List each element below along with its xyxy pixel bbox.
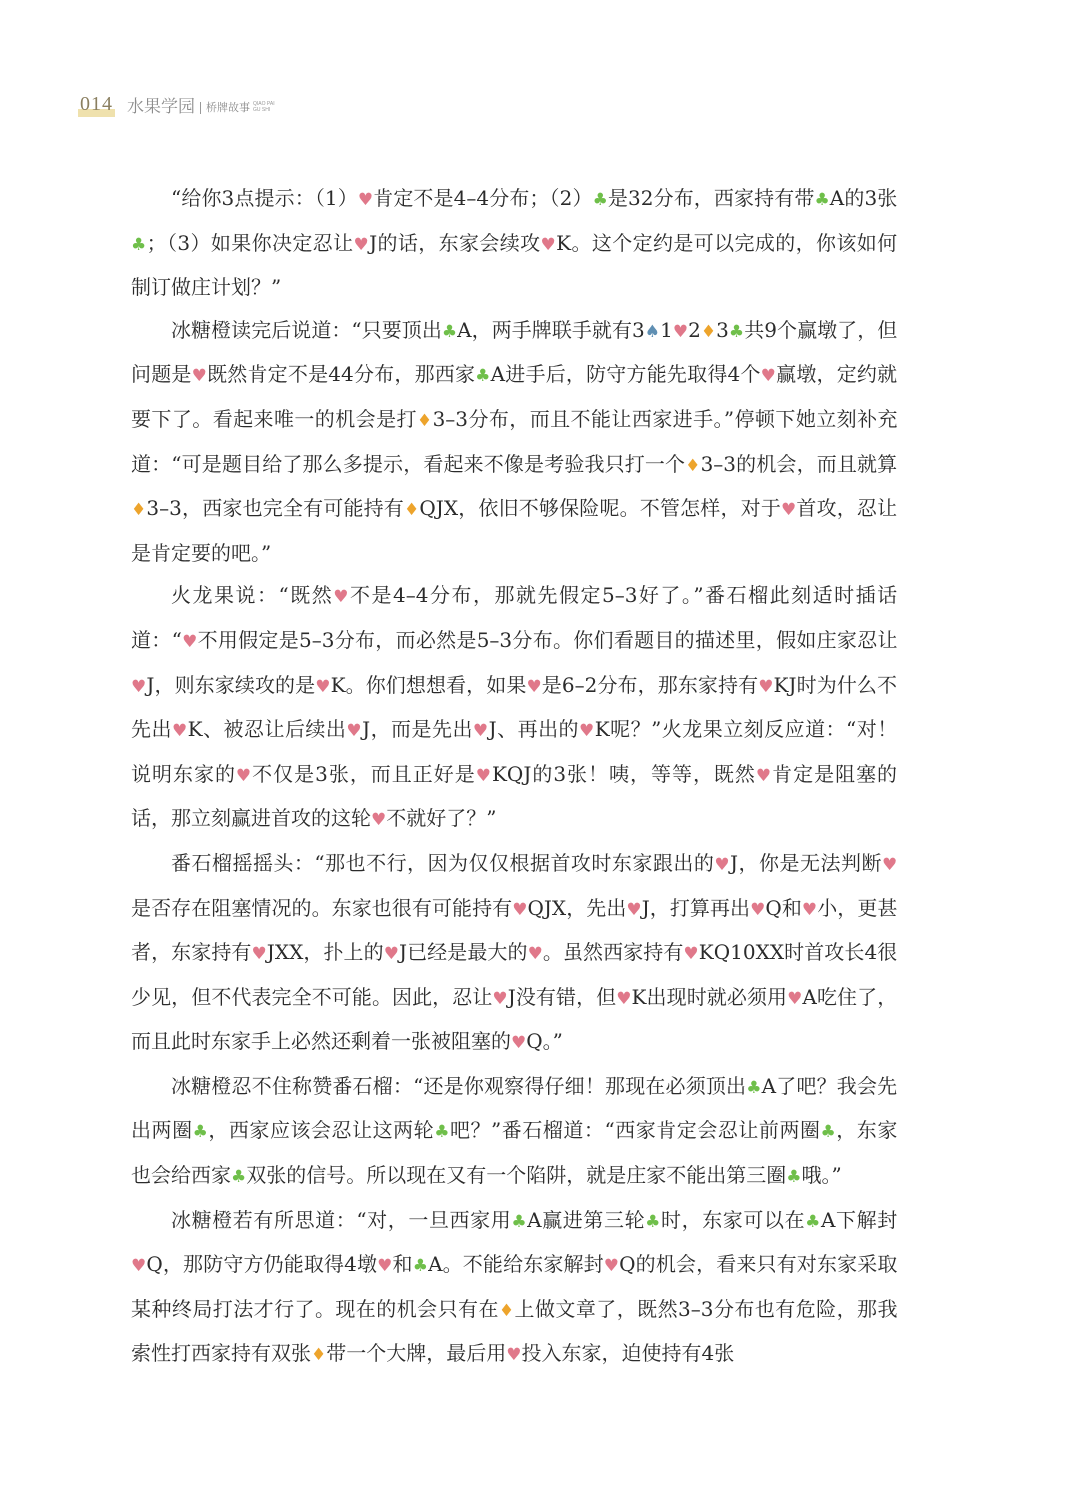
heart-suit-icon: ♥: [755, 765, 773, 786]
paragraph: 冰糖橙读完后说道：“只要顶出♣A，两手牌联手就有3♠1♥2♦3♣共9个赢墩了，但问题是♥既然肯定不是44分布，那西家♣A进手后，防守方能先取得4个♥赢墩，定约就要下了。看起来唯一的机会是打♦3–3分布，而且不能让西家进手。”停顿下她立刻补充道：“可是题目给了那么多提示，看起来不像是考验我只打一个♦3–3的机会，而且就算♦3–3，西家也完全有可能持有♦QJX，依旧不够保险呢。不管怎样，对于♥首攻，忍让是肯定要的吧。”: [131, 317, 898, 565]
running-header: [78, 92, 275, 117]
heart-suit-icon: ♥: [235, 765, 253, 786]
heart-suit-icon: ♥: [475, 765, 492, 786]
heart-suit-icon: ♥: [472, 721, 489, 742]
diamond-suit-icon: ♦: [131, 500, 147, 521]
club-suit-icon: ♣: [511, 1211, 528, 1232]
paragraph: 冰糖橙若有所思道：“对，一旦西家用♣A赢进第三轮♣时，东家可以在♣A下解封♥Q，那防守方仍能取得4墩♥和♣A。不能给东家解封♥Q的机会，看来只有对东家采取某种终局打法才行了。现在的机会只有在♦上做文章了，既然3–3分布也有危险，那我索性打西家持有双张♦带一个大牌，最后用♥投入东家，迫使持有4张: [131, 1207, 898, 1366]
club-suit-icon: ♣: [805, 1211, 821, 1232]
club-suit-icon: ♣: [441, 321, 458, 342]
heart-suit-icon: ♥: [333, 587, 350, 608]
heart-suit-icon: ♥: [579, 721, 595, 742]
heart-suit-icon: ♥: [683, 944, 699, 965]
club-suit-icon: ♣: [475, 366, 491, 387]
heart-suit-icon: ♥: [371, 810, 387, 831]
heart-suit-icon: ♥: [760, 366, 777, 387]
heart-suit-icon: ♥: [540, 234, 557, 255]
heart-suit-icon: ♥: [346, 721, 363, 742]
diamond-suit-icon: ♦: [311, 1345, 327, 1366]
series-pinyin: QIAO PAI GU SHI: [253, 101, 275, 113]
heart-suit-icon: ♥: [616, 988, 632, 1009]
heart-suit-icon: ♥: [377, 1256, 393, 1277]
heart-suit-icon: ♥: [881, 854, 898, 875]
heart-suit-icon: ♥: [353, 234, 370, 255]
heart-suit-icon: ♥: [511, 1033, 527, 1054]
heart-suit-icon: ♥: [131, 676, 147, 697]
club-suit-icon: ♣: [645, 1211, 661, 1232]
club-suit-icon: ♣: [786, 1167, 802, 1188]
club-suit-icon: ♣: [592, 190, 608, 210]
club-suit-icon: ♣: [814, 190, 830, 210]
heart-suit-icon: ♥: [526, 676, 542, 697]
diamond-suit-icon: ♦: [403, 500, 420, 521]
heart-suit-icon: ♥: [251, 944, 267, 965]
heart-suit-icon: ♥: [787, 988, 803, 1009]
heart-suit-icon: ♥: [383, 944, 399, 965]
spade-suit-icon: ♠: [644, 321, 661, 342]
diamond-suit-icon: ♦: [416, 410, 433, 431]
club-suit-icon: ♣: [820, 1122, 837, 1143]
heart-suit-icon: ♥: [527, 944, 543, 965]
heart-suit-icon: ♥: [603, 1256, 620, 1277]
heart-suit-icon: ♥: [357, 190, 374, 210]
heart-suit-icon: ♥: [191, 366, 208, 387]
heart-suit-icon: ♥: [758, 676, 774, 697]
diamond-suit-icon: ♦: [700, 321, 717, 342]
body-text: [131, 177, 897, 1377]
page-number: 014: [80, 93, 113, 115]
heart-suit-icon: ♥: [512, 899, 528, 920]
book-title: 水果学园: [127, 97, 195, 117]
club-suit-icon: ♣: [728, 321, 745, 342]
series-title: 桥牌故事: [206, 101, 250, 114]
heart-suit-icon: ♥: [780, 500, 797, 521]
heart-suit-icon: ♥: [315, 676, 331, 697]
paragraph: 番石榴摇摇头：“那也不行，因为仅仅根据首攻时东家跟出的♥J，你是无法判断♥是否存在阻塞情况的。东家也很有可能持有♥QJX，先出♥J，打算再出♥Q和♥小，更甚者，东家持有♥JXX，扑上的♥J已经是最大的♥。虽然西家持有♥KQ10XX时首攻长4很少见，但不代表完全不可能。因此，忍让♥J没有错，但♥K出现时就必须用♥A吃住了，而且此时东家手上必然还剩着一张被阻塞的♥Q。”: [131, 850, 898, 1054]
club-suit-icon: ♣: [192, 1122, 209, 1143]
heart-suit-icon: ♥: [801, 899, 818, 920]
heart-suit-icon: ♥: [492, 988, 508, 1009]
paragraph: 冰糖橙忍不住称赞番石榴：“还是你观察得仔细！那现在必须顶出♣A了吧？我会先出两圈♣，西家应该会忍让这两轮♣吧？”番石榴道：“西家肯定会忍让前两圈♣，东家也会给西家♣双张的信号。所以现在又有一个陷阱，就是庄家不能出第三圈♣哦。”: [131, 1073, 898, 1188]
heart-suit-icon: ♥: [506, 1345, 522, 1366]
club-suit-icon: ♣: [231, 1167, 247, 1188]
paragraph: 火龙果说：“既然♥不是4–4分布，那就先假定5–3好了。”番石榴此刻适时插话道：“♥不用假定是5–3分布，而必然是5–3分布。你们看题目的描述里，假如庄家忍让♥J，则东家续攻的是♥K。你们想想看，如果♥是6–2分布，那东家持有♥KJ时为什么不先出♥K、被忍让后续出♥J，而是先出♥J、再出的♥K呢？”火龙果立刻反应道：“对！说明东家的♥不仅是3张，而且正好是♥KQJ的3张！咦，等等，既然♥肯定是阻塞的话，那立刻赢进首攻的这轮♥不就好了？”: [131, 583, 898, 831]
club-suit-icon: ♣: [131, 234, 147, 255]
heart-suit-icon: ♥: [714, 854, 731, 875]
club-suit-icon: ♣: [412, 1256, 429, 1277]
heart-suit-icon: ♥: [171, 721, 188, 742]
heart-suit-icon: ♥: [672, 321, 689, 342]
heart-suit-icon: ♥: [181, 631, 198, 652]
club-suit-icon: ♣: [434, 1122, 450, 1143]
heart-suit-icon: ♥: [626, 899, 642, 920]
club-suit-icon: ♣: [746, 1077, 762, 1098]
paragraph: “给你3点提示：（1）♥肯定不是4–4分布；（2）♣是32分布，西家持有带♣A的3张♣；（3）如果你决定忍让♥J的话，东家会续攻♥K。这个定约是可以完成的，你该如何制订做庄计划？”: [131, 186, 898, 300]
heart-suit-icon: ♥: [750, 899, 766, 920]
diamond-suit-icon: ♦: [685, 455, 701, 476]
diamond-suit-icon: ♦: [498, 1300, 515, 1321]
header-divider: [200, 102, 201, 114]
heart-suit-icon: ♥: [131, 1256, 147, 1277]
